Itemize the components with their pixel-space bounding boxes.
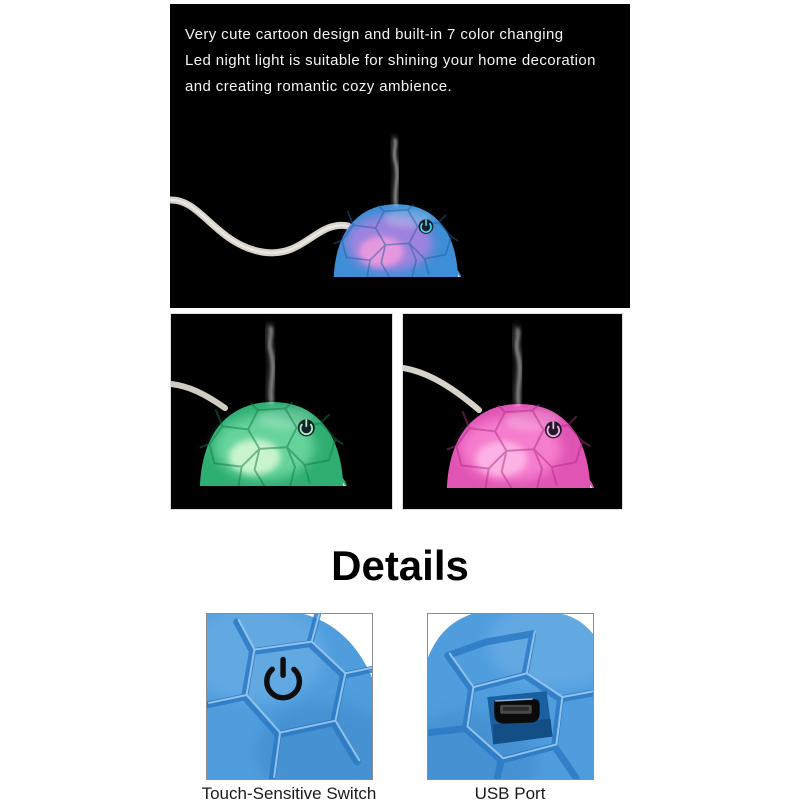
hero-photo-blue-turtle <box>170 4 630 308</box>
hero-description-line: Very cute cartoon design and built-in 7 color changing <box>185 26 564 43</box>
detail-photo-usb-port <box>427 613 594 780</box>
hero-description-line: Led night light is suitable for shining your home decoration <box>185 52 596 69</box>
usb-port-caption: USB Port <box>474 784 546 800</box>
blue-turtle-humidifier <box>314 95 482 277</box>
micro-usb-port-icon <box>487 691 552 744</box>
details-heading: Details <box>331 542 469 589</box>
touch-switch-closeup <box>207 614 372 779</box>
detail-photo-touch-switch <box>206 613 373 780</box>
gallery-photo-pink-turtle <box>402 313 623 510</box>
usb-port-closeup <box>428 614 593 779</box>
green-turtle-humidifier <box>177 313 371 486</box>
hero-description-line: and creating romantic cozy ambience. <box>185 78 453 95</box>
touch-switch-caption: Touch-Sensitive Switch <box>201 784 377 800</box>
pink-turtle-humidifier <box>424 313 618 488</box>
gallery-photo-green-turtle <box>170 313 393 510</box>
